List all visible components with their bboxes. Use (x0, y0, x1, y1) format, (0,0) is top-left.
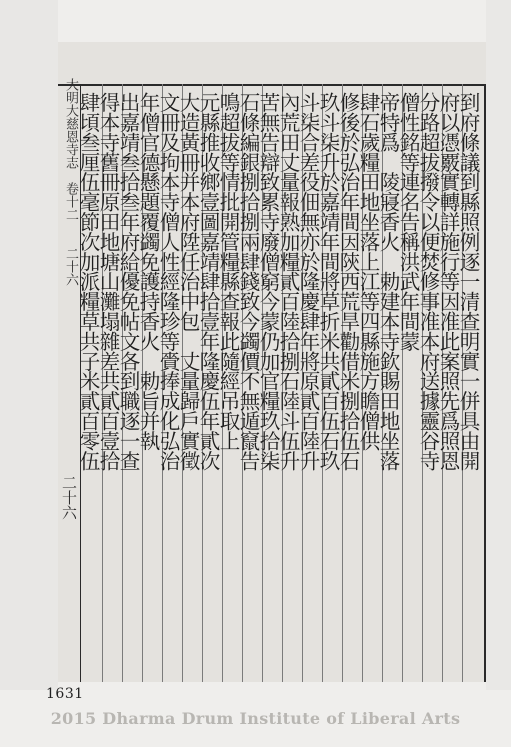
text-column-19: 得本寺舊冊原田地塘山灘塌雜差共貳百壹拾 (96, 92, 120, 471)
watermark: 2015 Dharma Drum Institute of Liberal Arts (50, 709, 461, 728)
margin-header: 大明大慈恩寺志 卷十二 二十六 (63, 78, 78, 286)
text-column-8: 玖斗柒升於嘉靖年間將草折米共貳百伍石玖 (316, 92, 340, 471)
text-column-17: 年僧官德懸題覆蠲免護持香火 勅旨并執 (136, 92, 160, 451)
text-column-16: 文冊及拘本寺僧人性經隆珍等賫捧成化弘治 (156, 92, 180, 471)
text-column-14: 元縣推收鄉壹圖嘉靖肆拾壹年隆慶伍年貳次 (196, 92, 220, 471)
text-column-4: 僧性銘等連名告稱洪武年間蒙 (396, 92, 420, 351)
text-column-2: 府以憑覈實轉詳施行等因准此案照先爲照恩 (436, 92, 460, 471)
text-column-15: 大造黃冊并本府陞任治中包 丈量歸戶實徵 (176, 92, 200, 471)
left-page-margin (0, 0, 58, 690)
text-column-1: 到府條議到縣照例逐一清查明實一併具由開 (456, 92, 480, 471)
text-column-11: 苦無告辯致累寺廢僧窮今蒙仍加官糧玖拾柒 (256, 92, 280, 471)
text-column-12: 石條編銀捌拾捌兩肆錢致今蠲價不無遁竄告 (236, 92, 260, 471)
text-column-7: 修後於弘治年間因陝西荒旱勸借米捌拾伍石 (336, 92, 360, 471)
text-column-9: 斗柒合差役佃無亦於隆慶肆年將原貳百陸升 (296, 92, 320, 471)
text-column-5: 帝特爲 陵寢香火 勅建本寺欽賜田地坐落 (376, 92, 400, 471)
text-column-13: 鳴超拔等情批開管糧縣查報此隨經吊取上 (216, 92, 240, 451)
page-number: 1631 (46, 686, 84, 702)
folio-marker: 二十六 (60, 475, 78, 520)
text-column-6: 肆石歲糧田地坐落上江等四縣施方瞻僧供 (356, 92, 380, 451)
right-page-margin (486, 0, 511, 690)
text-column-3: 分路超拔撥令以便焚修事准本府送據靈谷寺 (416, 92, 440, 471)
right-border-line (484, 84, 486, 682)
text-column-20: 肆頃叁厘伍毫節次加派糧草共子米貳百零伍 (76, 92, 100, 471)
text-column-10: 內荒田丈量報熟加糧貳百陸拾捌石陸斗伍升 (276, 92, 300, 471)
text-column-18: 出嘉靖叁拾叁年府給優免帖文各到職逐一查 (116, 92, 140, 471)
